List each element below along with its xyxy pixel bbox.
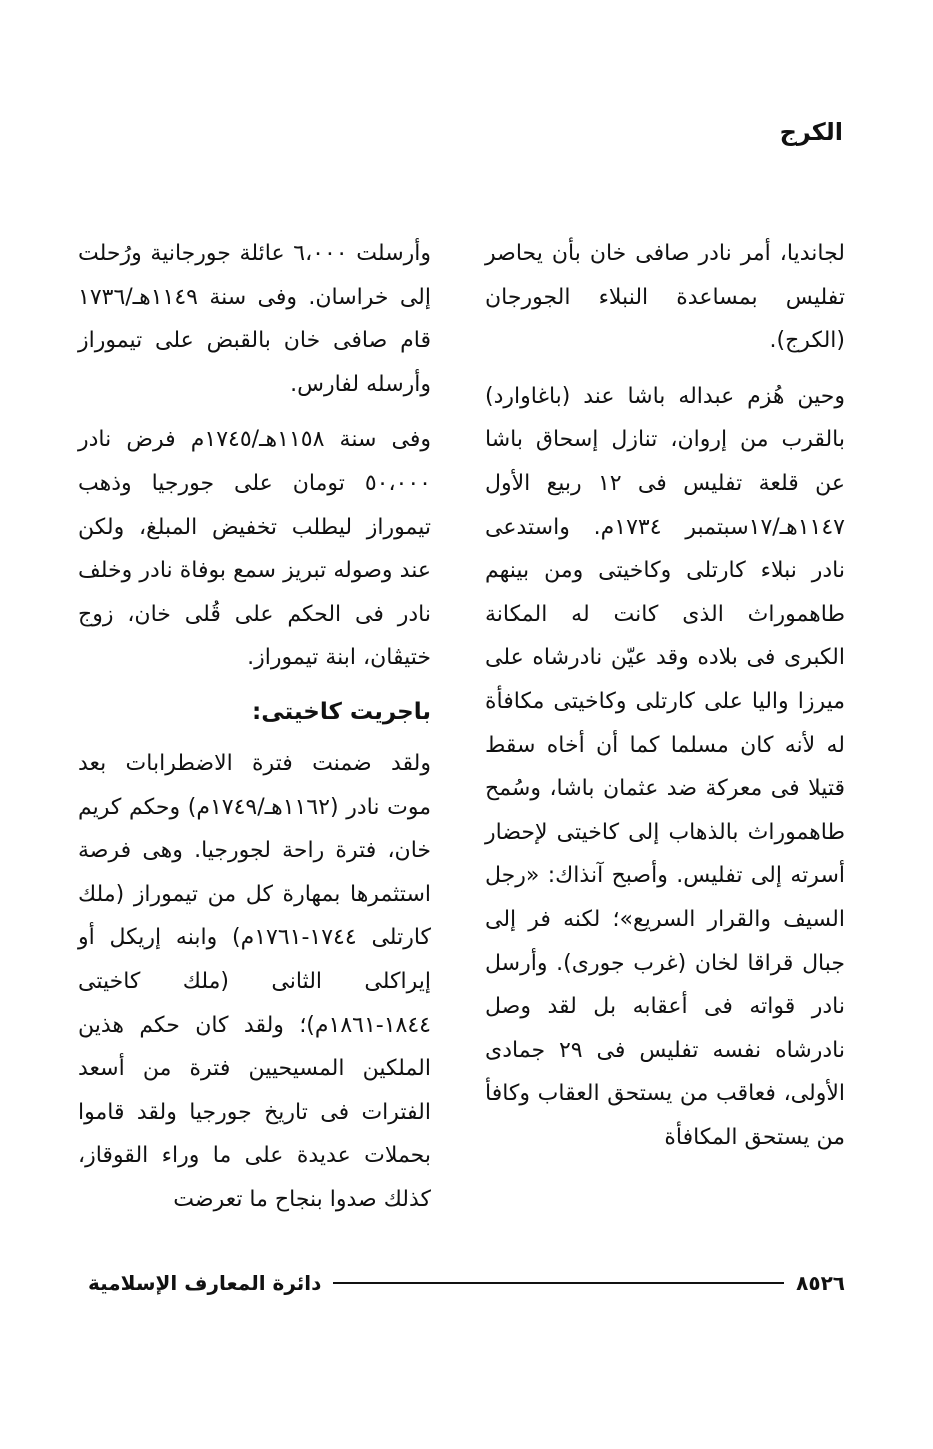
page-number: ٨٥٢٦ [796,1271,845,1295]
footer-divider [333,1282,784,1284]
right-paragraph-1: لجانديا، أمر نادر صافى خان بأن يحاصر تفليس بمساعدة النبلاء الجورجان (الكرج). [485,241,845,354]
left-paragraph-1: وأرسلت ٦،٠٠٠ عائلة جورجانية ورُحلت إلى خراسان. وفى سنة ١١٤٩هـ/١٧٣٦ قام صافى خان بالقبض على تيموراز وأرسله لفارس. [78,241,431,397]
left-paragraph-2: وفى سنة ١١٥٨هـ/١٧٤٥م فرض نادر ٥٠،٠٠٠ تومان على جورجيا وذهب تيموراز ليطلب تخفيض المبلغ، ولكن عند وصوله تبريز سمع بوفاة نادر وخلف نادر فى الحكم على قُلى خان، زوج ختيڤان، ابنة تيموراز. [78,427,431,671]
running-header: الكرج [779,118,843,146]
section-heading: باجريت كاخيتى: [252,698,431,725]
footer-title: دائرة المعارف الإسلامية [88,1271,322,1295]
left-column [78,232,431,1221]
left-paragraph-3: ولقد ضمنت فترة الاضطرابات بعد موت نادر (١١٦٢هـ/١٧٤٩م) وحكم كريم خان، فترة راحة لجورجيا. وهى فرصة استثمرها بمهارة كل من تيموراز (ملك كارتلى ١٧٤٤-١٧٦١م) وابنه إريكل أو إيراكلى الثانى (ملك كاخيتى ١٨٤٤-١٨٦١م)؛ ولقد كان حكم هذين الملكين المسيحيين فترة من أسعد الفترات فى تاريخ جورجيا ولقد قاموا بحملات عديدة على ما وراء القوقاز، كذلك صدوا بنجاح ما تعرضت [78,750,431,1212]
right-column [485,232,845,1159]
page-footer [88,1268,845,1298]
right-paragraph-2: وحين هُزم عبداله باشا عند (باغاوارد) بالقرب من إروان، تنازل إسحاق باشا عن قلعة تفليس فى ١٢ ربيع الأول ١١٤٧هـ/١٧سبتمبر ١٧٣٤م. واستدعى نادر نبلاء كارتلى وكاخيتى ومن بينهم طاهموراث الذى كانت له المكانة الكبرى فى بلاده وقد عيّن نادرشاه على ميرزا واليا على كارتلى وكاخيتى مكافأة له لأنه كان مسلما كما أن أخاه سقط قتيلا فى معركة ضد عثمان باشا، وسُمح طاهموراث بالذهاب إلى كاخيتى لإحضار أسرته إلى تفليس. وأصبح آنذاك: «رجل السيف والقرار السريع»؛ لكنه فر إلى جبال قراقا لخان (غرب جورى). وأرسل نادر قواته فى أعقابه بل لقد وصل نادرشاه نفسه تفليس فى ٢٩ جمادى الأولى، فعاقب من يستحق العقاب وكافأ من يستحق المكافأة [485,383,845,1150]
